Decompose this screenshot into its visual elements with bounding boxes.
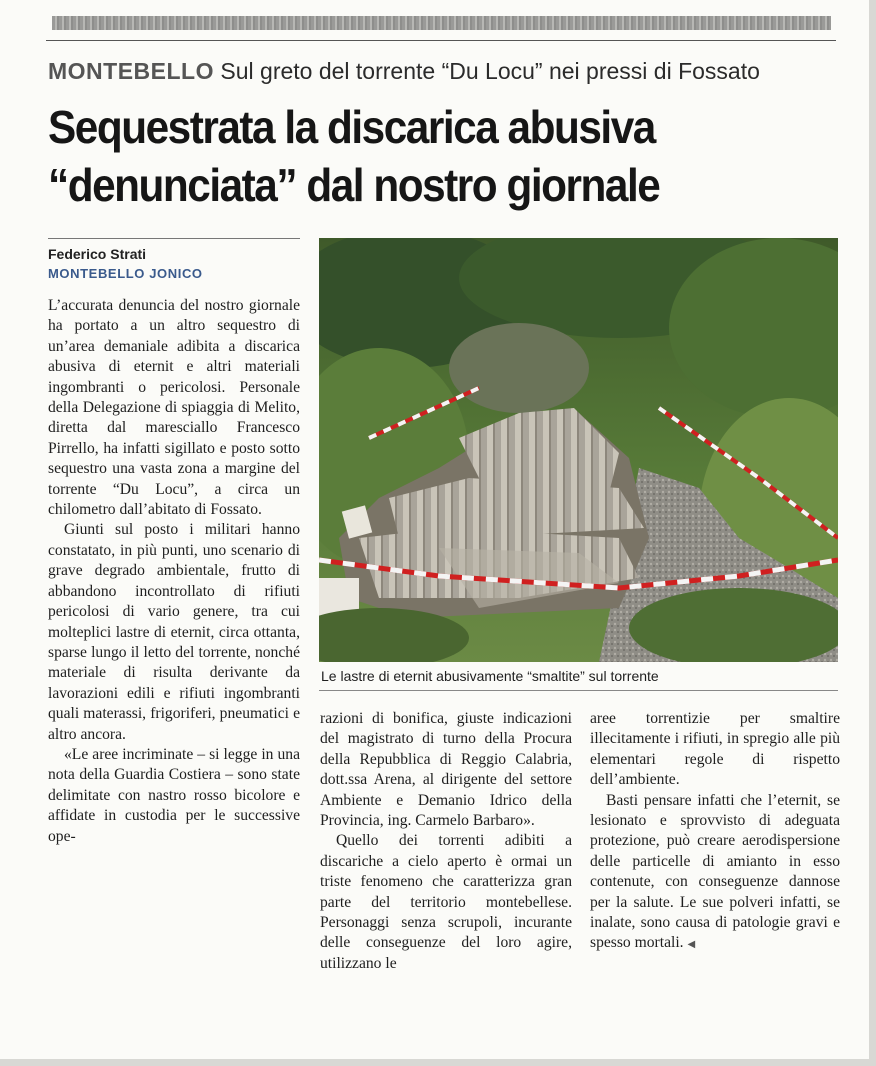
headline (48, 98, 784, 214)
paragraph: Quello dei torrenti adibiti a discariche a cielo aperto è ormai un triste fenomeno che caratterizza gran parte del territorio montebellese. Personaggi senza scrupoli, incurante delle conseguenze del loro agire, utilizzano le (320, 832, 572, 972)
paragraph: «Le aree incriminate – si legge in una nota della Guardia Costiera – sono state delimitate con nastro rosso bicolore e affidate in custodia per le successive ope- (48, 745, 300, 845)
paragraph-last (590, 791, 840, 956)
byline-rule (48, 238, 300, 239)
top-divider (46, 40, 836, 41)
torrent-eternit-image (319, 238, 838, 662)
end-mark-icon: ◀ (687, 939, 696, 951)
article-photo (319, 238, 838, 662)
kicker-text: Sul greto del torrente “Du Locu” nei pressi di Fossato (220, 58, 760, 84)
author-name: Federico Strati (48, 246, 147, 262)
top-header-bar (52, 16, 831, 30)
paragraph: Giunti sul posto i militari hanno constatato, in più punti, uno scenario di grave degrado ambientale, frutto di abbandono incontrollato di rifiuti pericolosi di vario genere, tra cui molteplici lastre di eternit, circa ottanta, sparse lungo il letto del torrente, nonché materiale di risulta derivante da lavorazioni edili e rifiuti ingombranti quali materassi, frigoriferi, pneumatici e altro ancora. (48, 521, 300, 743)
paragraph-text: Basti pensare infatti che l’eternit, se lesionato e sprovvisto di adeguata protezione, può creare aerodispersione delle particelle di amianto in esso contenute, con conseguenze dannose per la salute. Le sue polveri infatti, se inalate, sono causa di patologie gravi e spesso mortali. (590, 791, 840, 952)
kicker-place: MONTEBELLO (48, 58, 214, 84)
article-column-2 (320, 709, 572, 974)
headline-line-2: “denunciata” dal nostro giornale (48, 159, 660, 211)
caption-rule (319, 690, 838, 691)
photo-caption: Le lastre di eternit abusivamente “smaltite” sul torrente (321, 668, 659, 684)
article-column-3 (590, 709, 840, 956)
headline-line-1: Sequestrata la discarica abusiva (48, 101, 655, 153)
article-column-1 (48, 296, 300, 847)
paragraph: razioni di bonifica, giuste indicazioni del magistrato di turno della Procura della Repubblica di Reggio Calabria, dott.ssa Arena, al dirigente del settore Ambiente e Demanio Idrico della Provincia, ing. Carmelo Barbaro». (320, 710, 572, 830)
dateline-location: MONTEBELLO JONICO (48, 266, 203, 281)
paragraph: aree torrentizie per smaltire illecitamente i rifiuti, in spregio alle più elementari regole di rispetto dell’ambiente. (590, 710, 840, 789)
kicker (48, 56, 848, 86)
paragraph: L’accurata denuncia del nostro giornale ha portato a un altro sequestro di un’area demaniale adibita a discarica abusiva di eternit e altri materiali ingombranti o pericolosi. Personale della Delegazione di spiaggia di Melito, diretta dal maresciallo Francesco Pirrello, ha infatti sigillato e posto sotto sequestro una vasta zona a margine del torrente “Du Locu”, a circa un chilometro dall’abitato di Fossato. (48, 297, 300, 519)
